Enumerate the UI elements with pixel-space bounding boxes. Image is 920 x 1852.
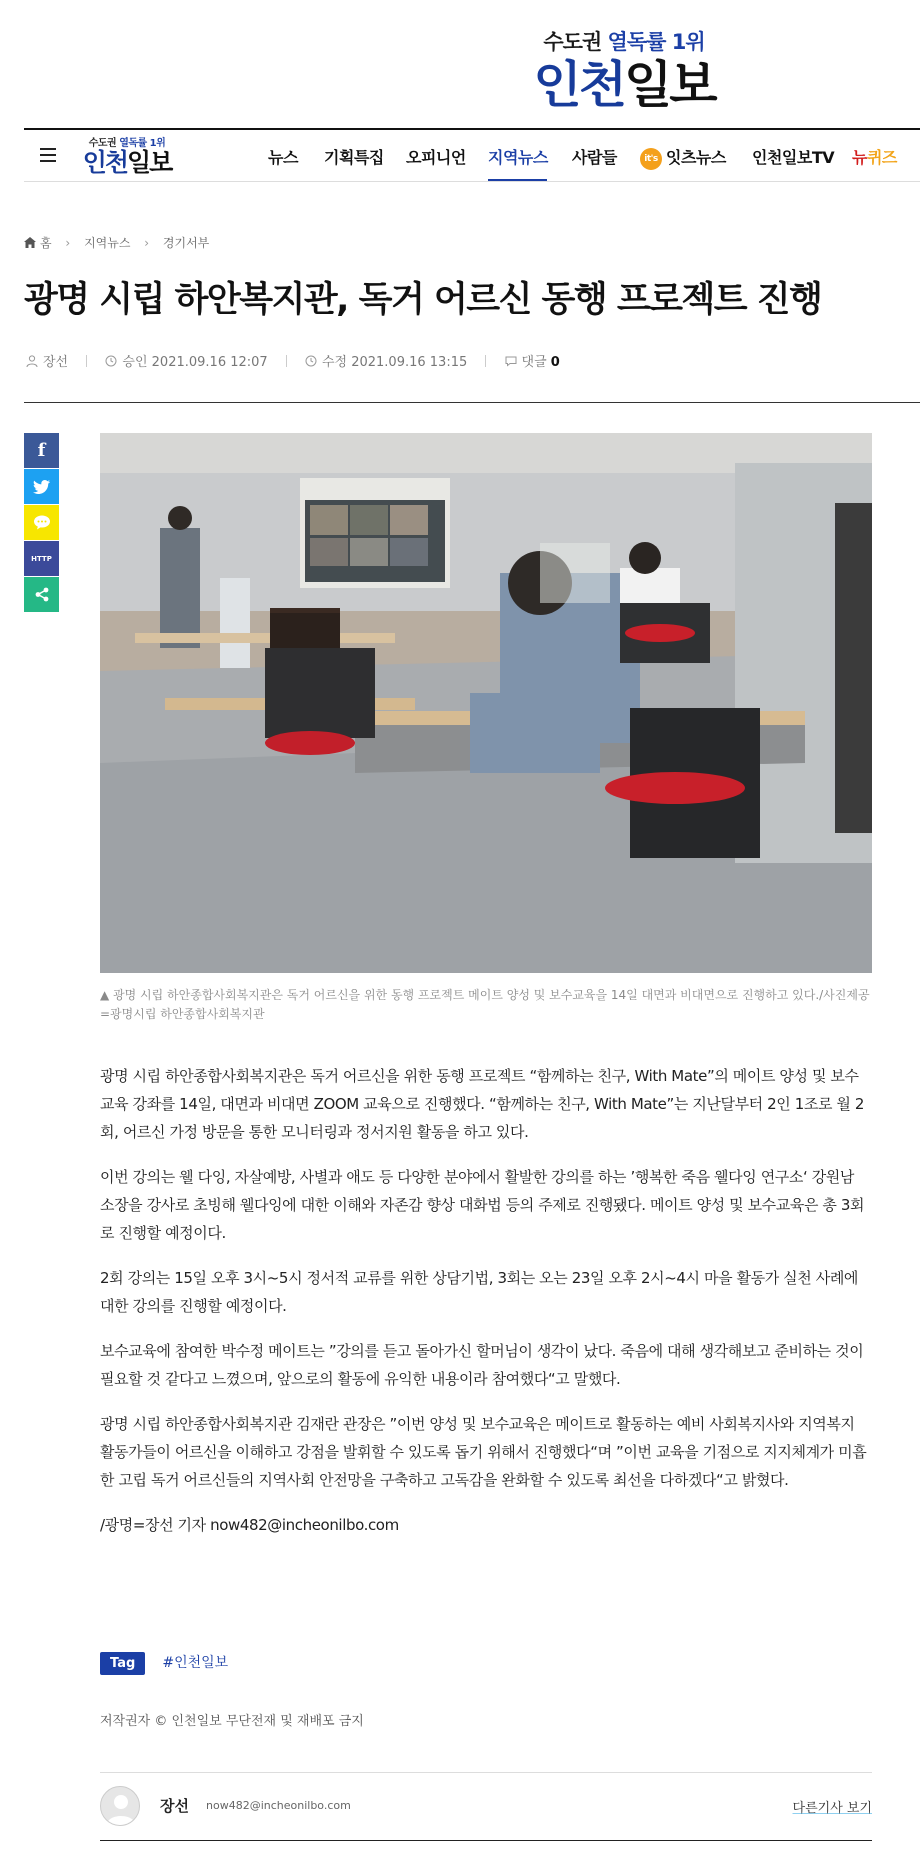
author-box-bottom-divider <box>100 1840 872 1841</box>
masthead-name: 인천일보 <box>533 56 715 114</box>
nav-item-people[interactable]: 사람들 <box>572 148 617 167</box>
facebook-icon: f <box>37 440 46 461</box>
article-paragraph: 2회 강의는 15일 오후 3시~5시 정서적 교류를 위한 상담기법, 3회는 오는 23일 오후 2시~4시 마을 활동가 실천 사례에 대한 강의를 진행할 예정이다. <box>100 1269 859 1315</box>
more-articles-link[interactable]: 다른기사 보기 <box>792 1801 872 1816</box>
nav-item-local-news[interactable]: 지역뉴스 <box>488 148 548 167</box>
article-meta <box>26 351 560 370</box>
article-paragraph: 보수교육에 참여한 박수정 메이트는 ”강의를 듣고 돌아가신 할머님이 생각이 났다. 죽음에 대해 생각해보고 준비하는 것이 필요할 것 같다고 느꼈으며, 앞으로의 활동에 유익한 내용이라 참여했다“고 말했다. <box>100 1342 864 1388</box>
user-icon <box>26 355 38 367</box>
tag-link[interactable]: #인천일보 <box>162 1655 229 1671</box>
nav-item-tv[interactable]: 인천일보TV <box>752 148 835 167</box>
breadcrumb <box>24 234 209 251</box>
nav-logo-tagline: 수도권 열독률 1위 <box>88 138 166 149</box>
nav-logo[interactable] <box>72 134 182 178</box>
article-paragraph: 광명 시립 하안종합사회복지관은 독거 어르신을 위한 동행 프로젝트 “함께하는 친구, With Mate”의 메이트 양성 및 보수교육 강좌를 14일, 대면과 비대면 ZOOM 교육으로 진행했다. “함께하는 친구, With Mate”는 지난달부터 2인 1조로 월 2회, 어르신 가정 방문을 통한 모니터링과 정서지원 활동을 하고 있다. <box>100 1067 865 1141</box>
more-share-button[interactable] <box>24 577 59 612</box>
share-icon <box>35 587 49 602</box>
meta-comments[interactable]: 댓글 0 <box>505 351 560 370</box>
breadcrumb-gyeonggi-west[interactable]: 경기서부 <box>162 236 210 250</box>
copyright-notice: 저작권자 © 인천일보 무단전재 및 재배포 금지 <box>100 1714 364 1729</box>
kakaotalk-share-button[interactable] <box>24 505 59 540</box>
article-paragraph: 이번 강의는 웰 다잉, 자살예방, 사별과 애도 등 다양한 분야에서 활발한 강의를 하는 ’행복한 죽음 웰다잉 연구소‘ 강원남 소장을 강사로 초빙해 웰다잉에 대한 이해와 자존감 향상 대화법 등의 주제로 진행됐다. 메이트 양성 및 보수교육은 총 3회로 진행할 예정이다. <box>100 1168 865 1242</box>
chevron-right-icon: › <box>144 236 150 250</box>
meta-divider <box>24 402 920 403</box>
author-box-divider <box>100 1772 872 1773</box>
article-headline: 광명 시립 하안복지관, 독거 어르신 동행 프로젝트 진행 <box>24 280 822 320</box>
article-paragraph: 광명 시립 하안종합사회복지관 김재란 관장은 ”이번 양성 및 보수교육은 메이트로 활동하는 예비 사회복지사와 지역복지 활동가들이 어르신을 이해하고 강점을 발휘할 수 있도록 돕기 위해서 진행했다“며 ”이번 교육을 기점으로 지지체계가 미흡한 고립 독거 어르신들의 지역사회 안전망을 구축하고 고독감을 완화할 수 있도록 최선을 다하겠다“고 밝혔다. <box>100 1415 867 1489</box>
nav-item-its-news[interactable] <box>640 145 726 170</box>
avatar <box>100 1786 140 1826</box>
author-name: 장선 <box>160 1797 189 1815</box>
copy-url-button[interactable] <box>24 541 59 576</box>
article-body <box>100 1062 872 1556</box>
menu-icon[interactable] <box>40 148 56 162</box>
tag-row <box>100 1652 228 1675</box>
nav-item-opinion[interactable]: 오피니언 <box>406 148 466 167</box>
meta-modified: 수정 2021.09.16 13:15 <box>305 351 467 370</box>
masthead <box>0 0 920 128</box>
twitter-icon <box>33 480 50 494</box>
chevron-right-icon: › <box>65 236 71 250</box>
nav-item-news[interactable]: 뉴스 <box>268 148 298 167</box>
meta-author[interactable]: 장선 <box>26 351 68 370</box>
its-badge-icon: it's <box>640 148 662 170</box>
author-email[interactable]: now482@incheonilbo.com <box>206 1799 351 1812</box>
clock-icon <box>305 355 317 367</box>
masthead-tagline: 수도권 열독률 1위 <box>543 30 705 54</box>
tag-label: Tag <box>100 1652 145 1675</box>
comment-icon <box>505 355 517 367</box>
kakaotalk-icon <box>33 515 51 530</box>
twitter-share-button[interactable] <box>24 469 59 504</box>
nav-divider <box>24 181 920 182</box>
clock-icon <box>105 355 117 367</box>
meta-approved: 승인 2021.09.16 12:07 <box>105 351 267 370</box>
breadcrumb-local-news[interactable]: 지역뉴스 <box>84 236 131 250</box>
nav-item-its-news-label: 잇츠뉴스 <box>666 148 726 167</box>
main-nav <box>0 130 920 182</box>
facebook-share-button[interactable] <box>24 433 59 468</box>
article-byline: /광명=장선 기자 now482@incheonilbo.com <box>100 1516 399 1534</box>
nav-logo-name: 인천일보 <box>82 148 172 177</box>
article-photo <box>100 433 872 973</box>
link-icon: HTTP <box>31 554 52 563</box>
home-icon <box>24 237 36 248</box>
photo-caption: ▲ 광명 시립 하안종합사회복지관은 독거 어르신을 위한 동행 프로젝트 메이트 양성 및 보수교육을 14일 대면과 비대면으로 진행하고 있다./사진제공=광명시립 하안종합사회복지관 <box>100 988 870 1021</box>
masthead-logo[interactable] <box>518 26 730 114</box>
nav-item-news-quiz[interactable]: 뉴퀴즈 <box>852 148 897 167</box>
breadcrumb-home[interactable]: 홈 <box>40 236 52 250</box>
nav-item-features[interactable]: 기획특집 <box>324 148 384 167</box>
